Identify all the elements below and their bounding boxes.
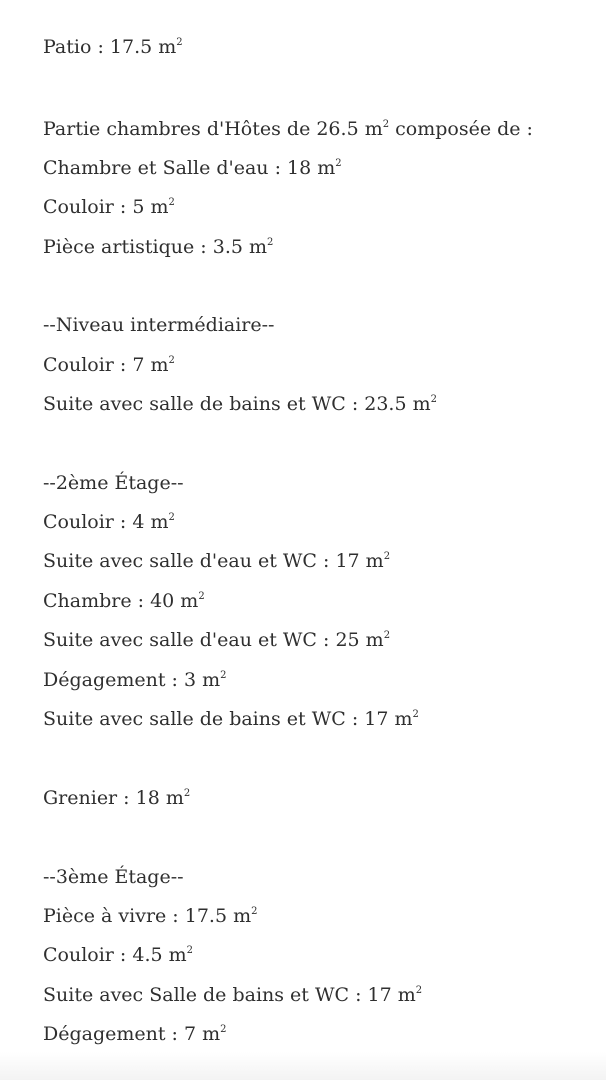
section-heading-2eme-etage: --2ème Étage--: [43, 472, 184, 494]
text-line-suite-eau-17: Suite avec salle d'eau et WC : 17 $m^2$: [43, 550, 391, 572]
text-line-couloir-7: Couloir : 7 $m^2$: [43, 354, 175, 376]
text-line-suite-bains-23-5: Suite avec salle de bains et WC : 23.5 $m^2$: [43, 393, 437, 415]
text-line-suite-salle-bains-17: Suite avec Salle de bains et WC : 17 $m^2$: [43, 984, 423, 1006]
text-line-grenier: Grenier : 18 $m^2$: [43, 787, 191, 809]
text-line-suite-eau-25: Suite avec salle d'eau et WC : 25 $m^2$: [43, 629, 391, 651]
text-line-chambre-salle-eau: Chambre et Salle d'eau : 18 $m^2$: [43, 157, 342, 179]
text-line-suite-bains-17: Suite avec salle de bains et WC : 17 $m^2$: [43, 708, 419, 730]
section-heading-niveau-intermediaire: --Niveau intermédiaire--: [43, 314, 275, 336]
text-line-couloir-5: Couloir : 5 $m^2$: [43, 196, 175, 218]
text-line-patio: Patio : 17.5 $m^2$: [43, 36, 183, 58]
text-line-degagement-3: Dégagement : 3 $m^2$: [43, 669, 227, 691]
section-heading-3eme-etage: --3ème Étage--: [43, 866, 184, 888]
text-line-chambre-40: Chambre : 40 $m^2$: [43, 590, 205, 612]
text-line-partie-chambres: Partie chambres d'Hôtes de 26.5 $m^2$ composée de :: [43, 118, 533, 140]
text-line-couloir-4: Couloir : 4 $m^2$: [43, 511, 175, 533]
text-line-piece-artistique: Pièce artistique : 3.5 $m^2$: [43, 236, 274, 258]
text-line-piece-a-vivre: Pièce à vivre : 17.5 $m^2$: [43, 905, 258, 927]
bottom-fade: [0, 1052, 606, 1080]
text-line-couloir-4-5: Couloir : 4.5 $m^2$: [43, 944, 194, 966]
text-line-degagement-7: Dégagement : 7 $m^2$: [43, 1023, 227, 1045]
